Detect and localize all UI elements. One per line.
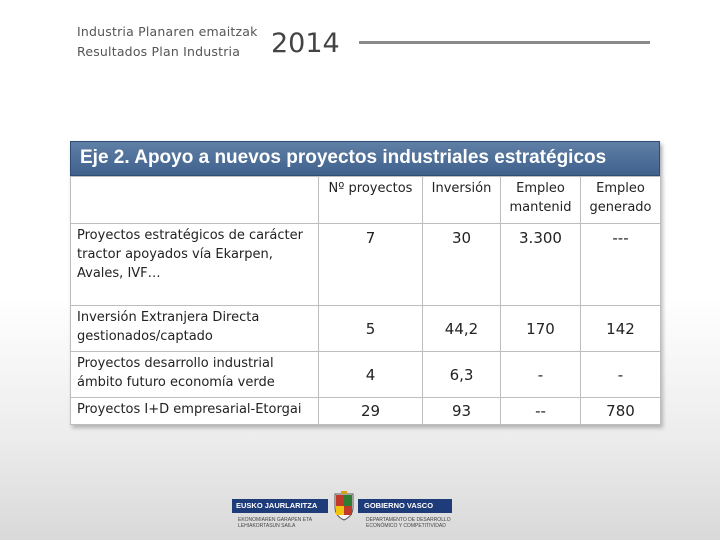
table-cell: 4 — [319, 352, 423, 398]
header-year: 2014 — [271, 28, 340, 59]
column-header: Empleo generado — [581, 177, 661, 224]
table-cell: -- — [501, 398, 581, 425]
table-row — [71, 398, 661, 425]
table-cell: 780 — [581, 398, 661, 425]
table-cell: - — [581, 352, 661, 398]
row-label: Proyectos desarrollo industrial ámbito futuro economía verde — [71, 352, 319, 398]
header-rule — [359, 41, 650, 44]
table-cell: 30 — [423, 224, 501, 306]
section-title: Eje 2. Apoyo a nuevos proyectos industriales estratégicos — [80, 147, 607, 168]
logo-subtitle-right: DEPARTAMENTO DE DESARROLLO ECONÓMICO Y COMPETITIVIDAD — [366, 517, 451, 529]
row-label: Proyectos estratégicos de carácter tractor apoyados vía Ekarpen, Avales, IVF… — [71, 224, 319, 306]
table-row — [71, 306, 661, 352]
header-line-2: Resultados Plan Industria — [77, 44, 241, 59]
row-label: Proyectos I+D empresarial-Etorgai — [71, 398, 319, 425]
table-cell: 5 — [319, 306, 423, 352]
table-header-row — [71, 177, 661, 224]
table-cell: 142 — [581, 306, 661, 352]
column-header: Inversión — [423, 177, 501, 224]
header-line-1: Industria Planaren emaitzak — [77, 24, 258, 39]
government-logo — [232, 491, 452, 540]
table-cell: --- — [581, 224, 661, 306]
table-cell: 7 — [319, 224, 423, 306]
row-label: Inversión Extranjera Directa gestionados/captado — [71, 306, 319, 352]
table-cell: 170 — [501, 306, 581, 352]
table-cell: 29 — [319, 398, 423, 425]
coat-of-arms-icon — [332, 491, 356, 521]
table-corner-cell — [71, 177, 319, 224]
results-table — [70, 176, 661, 425]
table-row — [71, 352, 661, 398]
logo-right-bar: GOBIERNO VASCO — [358, 499, 452, 513]
table-cell: 44,2 — [423, 306, 501, 352]
table-cell: 93 — [423, 398, 501, 425]
logo-left-bar: EUSKO JAURLARITZA — [232, 499, 328, 513]
section-banner — [70, 141, 660, 176]
table-cell: - — [501, 352, 581, 398]
table-cell: 6,3 — [423, 352, 501, 398]
logo-subtitle-left: EKONOMIAREN GARAPEN ETA LEHIAKORTASUN SAILA — [238, 517, 312, 529]
table-cell: 3.300 — [501, 224, 581, 306]
column-header: Nº proyectos — [319, 177, 423, 224]
table-row — [71, 224, 661, 306]
column-header: Empleo mantenid — [501, 177, 581, 224]
